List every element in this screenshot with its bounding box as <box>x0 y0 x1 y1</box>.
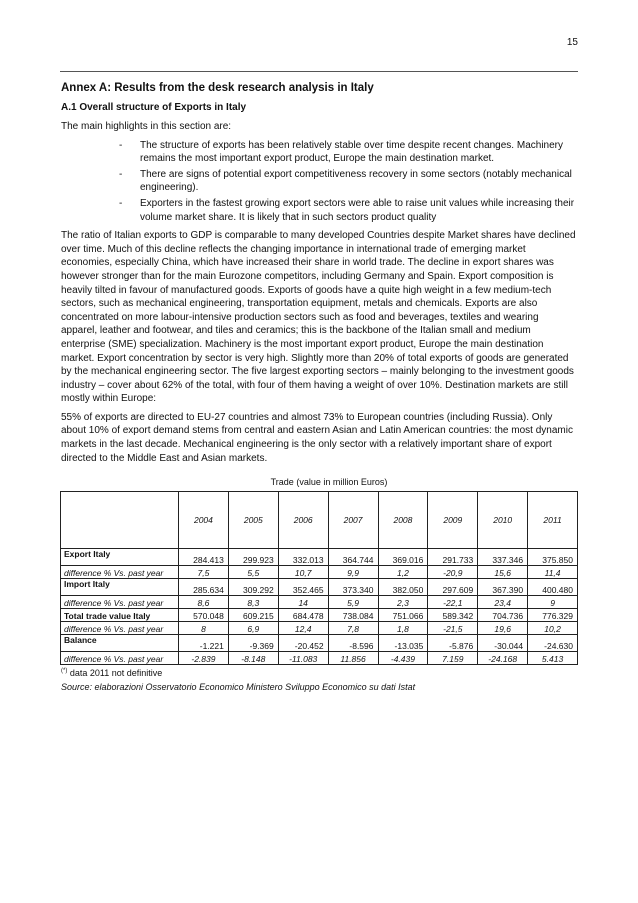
table-row <box>61 596 578 609</box>
table-cell: 11.856 <box>328 652 378 665</box>
table-row <box>61 549 578 566</box>
list-item: - There are signs of potential export competitiveness recovery in some sectors (notably mechanical engineering). <box>119 168 572 194</box>
table-cell: 10,2 <box>528 622 578 635</box>
table-cell: 14 <box>278 596 328 609</box>
table-row <box>61 652 578 665</box>
table-cell: 8 <box>179 622 229 635</box>
year-header: 2004 <box>179 492 229 549</box>
table-cell: 10,7 <box>278 566 328 579</box>
table-cell: 11,4 <box>528 566 578 579</box>
row-label: Export Italy <box>61 549 179 566</box>
table-header-row <box>61 492 578 549</box>
table-cell: 9 <box>528 596 578 609</box>
table-cell: 291.733 <box>428 549 478 566</box>
table-cell: -8.148 <box>228 652 278 665</box>
table-cell: 284.413 <box>179 549 229 566</box>
annex-heading: Annex A: Results from the desk research analysis in Italy <box>61 82 374 94</box>
table-cell: -11.083 <box>278 652 328 665</box>
table-cell: 382.050 <box>378 579 428 596</box>
bullet-dash: - <box>119 139 123 151</box>
year-header: 2006 <box>278 492 328 549</box>
table-cell: 7,8 <box>328 622 378 635</box>
row-label: Import Italy <box>61 579 179 596</box>
table-cell: -20.452 <box>278 635 328 652</box>
trade-table <box>60 491 578 665</box>
row-label: Balance <box>61 635 179 652</box>
year-header: 2010 <box>478 492 528 549</box>
table-cell: 8,3 <box>228 596 278 609</box>
year-header: 2011 <box>528 492 578 549</box>
row-label: difference % Vs. past year <box>61 622 179 635</box>
table-cell: 367.390 <box>478 579 528 596</box>
table-note: (*) data 2011 not definitive <box>61 668 163 679</box>
table-cell: 369.016 <box>378 549 428 566</box>
table-cell: -13.035 <box>378 635 428 652</box>
table-row <box>61 609 578 622</box>
table-cell: 5,9 <box>328 596 378 609</box>
table-cell: 2,3 <box>378 596 428 609</box>
year-header: 2009 <box>428 492 478 549</box>
table-cell: -4.439 <box>378 652 428 665</box>
table-row <box>61 566 578 579</box>
table-cell: 589.342 <box>428 609 478 622</box>
table-cell: 12,4 <box>278 622 328 635</box>
table-cell: -30.044 <box>478 635 528 652</box>
table-cell: -24.168 <box>478 652 528 665</box>
table-cell: 9,9 <box>328 566 378 579</box>
table-row <box>61 579 578 596</box>
table-caption: Trade (value in million Euros) <box>270 477 388 488</box>
table-cell: -21,5 <box>428 622 478 635</box>
table-row <box>61 622 578 635</box>
table-cell: 7,5 <box>179 566 229 579</box>
table-cell: 8,6 <box>179 596 229 609</box>
table-cell: -8.596 <box>328 635 378 652</box>
table-cell: -9.369 <box>228 635 278 652</box>
body-paragraph-1: The ratio of Italian exports to GDP is comparable to many developed Countries despite Market shares have declined over time. Much of this decline reflects the changing importance in international trade of emerging market economies, especially China, which have increased their share in world trade. The decline in export shares was however stronger than for the main Eurozone competitors, including Germany and Spain. Export composition is heavily tilted in favour of manufactured goods. Exports of goods have a quite high weight in a few medium-tech sectors, such as mechanical engineering, transportation equipment, metals and chemicals. Exports are also concentrated on more labour-intensive production sectors such as food and beverages, textiles and wearing apparel, leather and footwear, and tiles and ceramics; this is the backbone of the Italian small and medium enterprise (SME) specialization. Machinery is the most important export product, Europe the main destination market. Export concentration by sector is very high. Slightly more than 20% of total exports of goods are generated by the mechanical engineering sector. The five largest exporting sectors – mainly belonging to the investment goods industry – cover about 62% of the total, with four of them having a weight of over 10%. Destination markets are still mostly within Europe: <box>61 230 576 405</box>
table-cell: 5,5 <box>228 566 278 579</box>
table-cell: 609.215 <box>228 609 278 622</box>
section-heading: A.1 Overall structure of Exports in Italy <box>61 102 247 113</box>
table-cell: -24.630 <box>528 635 578 652</box>
header-rule <box>60 71 578 72</box>
table-cell: -2.839 <box>179 652 229 665</box>
table-source: Source: elaborazioni Osservatorio Economico Ministero Sviluppo Economico su dati Istat <box>61 682 416 693</box>
year-header: 2007 <box>328 492 378 549</box>
table-cell: 23,4 <box>478 596 528 609</box>
table-cell: 751.066 <box>378 609 428 622</box>
table-cell: 337.346 <box>478 549 528 566</box>
body-paragraph-2: 55% of exports are directed to EU-27 countries and almost 73% to European countries (including Russia). Only about 10% of export demand stems from central and eastern Asian and Latin American countries: the most dynamic markets in the last decade. Mechanical engineering is the only sector with a relatively important share of export directed to the Middle East and Asian markets. <box>61 411 573 464</box>
page-number: 15 <box>566 37 578 48</box>
table-cell: 684.478 <box>278 609 328 622</box>
table-cell: 285.634 <box>179 579 229 596</box>
list-item: - Exporters in the fastest growing export sectors were able to raise unit values while increasing their volume market share. It is likely that in such sectors product quality <box>119 197 575 223</box>
table-cell: 15,6 <box>478 566 528 579</box>
table-cell: 7.159 <box>428 652 478 665</box>
table-cell: 6,9 <box>228 622 278 635</box>
row-label: difference % Vs. past year <box>61 652 179 665</box>
table-cell: -22,1 <box>428 596 478 609</box>
table-cell: -5.876 <box>428 635 478 652</box>
page-content <box>61 82 577 692</box>
table-cell: 570.048 <box>179 609 229 622</box>
table-cell: 309.292 <box>228 579 278 596</box>
note-marker: (*) <box>61 668 68 675</box>
table-corner-cell <box>61 492 179 549</box>
year-header: 2005 <box>228 492 278 549</box>
table-cell: 364.744 <box>328 549 378 566</box>
table-cell: 297.609 <box>428 579 478 596</box>
table-cell: -20,9 <box>428 566 478 579</box>
table-cell: 352.465 <box>278 579 328 596</box>
row-label: difference % Vs. past year <box>61 566 179 579</box>
table-cell: -1.221 <box>179 635 229 652</box>
table-cell: 5.413 <box>528 652 578 665</box>
table-cell: 375.850 <box>528 549 578 566</box>
table-cell: 299.923 <box>228 549 278 566</box>
table-row <box>61 635 578 652</box>
table-cell: 704.736 <box>478 609 528 622</box>
highlights-list <box>61 139 577 225</box>
table-cell: 19,6 <box>478 622 528 635</box>
year-header: 2008 <box>378 492 428 549</box>
table-cell: 400.480 <box>528 579 578 596</box>
list-item: - The structure of exports has been relatively stable over time despite recent changes. Machinery remains the most important export product, Europe the main destination market. <box>119 139 563 165</box>
table-cell: 1,8 <box>378 622 428 635</box>
row-label: Total trade value Italy <box>61 609 179 622</box>
table-cell: 332.013 <box>278 549 328 566</box>
table-cell: 1,2 <box>378 566 428 579</box>
table-cell: 373.340 <box>328 579 378 596</box>
bullet-dash: - <box>119 197 123 209</box>
row-label: difference % Vs. past year <box>61 596 179 609</box>
bullet-dash: - <box>119 168 123 180</box>
table-cell: 776.329 <box>528 609 578 622</box>
table-cell: 738.084 <box>328 609 378 622</box>
intro-text: The main highlights in this section are: <box>61 121 232 132</box>
